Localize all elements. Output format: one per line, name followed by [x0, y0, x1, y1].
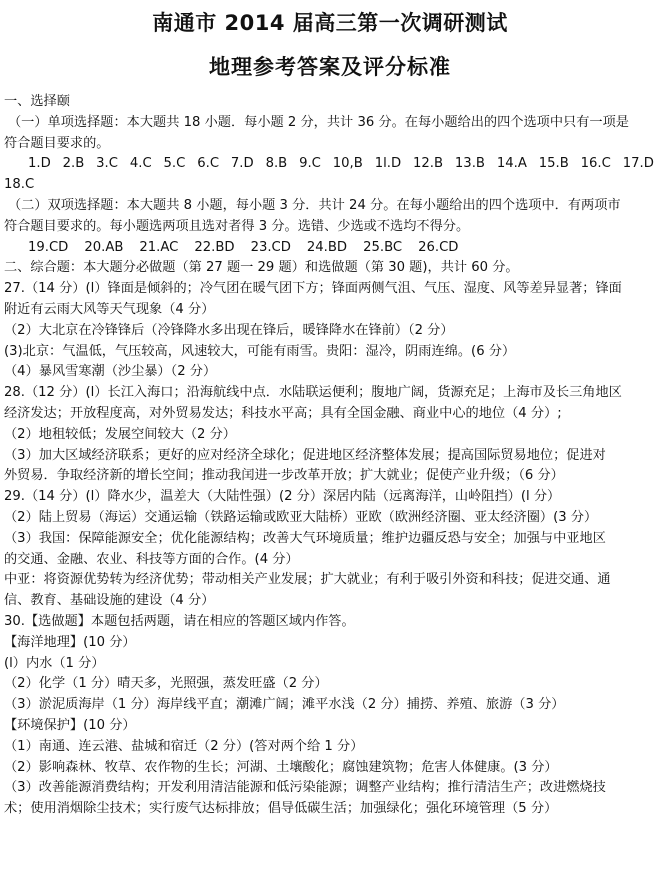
document-title: 南通市 2014 届高三第一次调研测试: [152, 11, 508, 35]
answer-item: 17.D: [622, 156, 654, 172]
answer-item: 13.B: [454, 156, 485, 172]
single-choice-answer-row: [4, 154, 656, 175]
answer-line: （2）地租较低；发展空间较大（2 分）: [4, 426, 236, 442]
answer-line: 29.（14 分）(l）降水少，温差大（大陆性强）(2 分）深居内陆（远离海洋，山岭阻挡）(l 分）: [4, 489, 561, 505]
answer-line: （1）南通、连云港、盐城和宿迁（2 分）(答对两个给 1 分）: [4, 738, 364, 754]
answer-key-page: [0, 8, 662, 891]
answer-line: 外贸易．争取经济新的增长空间；推动我闰进一步改革开放；扩大就业；促使产业升级；（6 分）: [4, 468, 564, 484]
answer-item: 22.BD: [194, 239, 235, 255]
double-choice-instructions: （二）双项选择题：本大题共 8 小题，每小题 3 分．共计 24 分。在每小题给出的四个选项中．有两项市: [8, 197, 621, 213]
answer-line: 中亚：将资源优势转为经济优势；带动相关产业发展；扩大就业；有利于吸引外资和科技；促进交通、通: [4, 572, 611, 588]
answer-item: 3.C: [96, 156, 118, 172]
answer-item: 12.B: [413, 156, 444, 172]
answer-line: （2）大北京在冷锋锋后（冷锋降水多出现在锋后，暖锋降水在锋前）（2 分）: [4, 322, 454, 338]
answer-item: 14.A: [496, 156, 527, 172]
answer-item: 19.CD: [28, 239, 69, 255]
answer-line: 30.【选做题】本题包括两题，请在相应的答题区域内作答。: [4, 613, 355, 629]
single-choice-answer-last: 18.C: [4, 177, 35, 193]
double-choice-answer-row: [4, 238, 656, 259]
answer-line: (3)北京：气温低，气压较高，风速较大，可能有雨雪。贵阳：湿冷，阴雨连绵。(6 分）: [4, 343, 516, 359]
answer-line: （3）加大区域经济联系；更好的应对经济全球化；促进地区经济整体发展；提高国际贸易地位；促进对: [4, 447, 606, 463]
answer-line: 【海洋地理】(10 分）: [4, 634, 136, 650]
answer-line: （3）我国：保障能源安全；优化能源结构；改善大气环境质量；维护边疆反恐与安全；加强与中亚地区: [4, 530, 606, 546]
single-choice-instructions-cont: 符合题目要求的。: [4, 135, 110, 151]
answer-line: （4）暴风雪寒潮（沙尘暴）（2 分）: [4, 364, 217, 380]
answer-item: 20.AB: [84, 239, 124, 255]
answer-item: 21.AC: [139, 239, 179, 255]
answer-line: （3）淤泥质海岸（1 分）海岸线平直；潮滩广阔；滩平水浅（2 分）捕捞、养殖、旅游（3 分）: [4, 697, 565, 713]
answer-line: 经济发达；开放程度高，对外贸易发达；科技水平高；具有全国金融、商业中心的地位（4 分）;: [4, 405, 562, 421]
answer-line: 信、教育、基础设施的建设（4 分）: [4, 593, 215, 609]
section-heading-multiple-choice: 一、选择颐: [4, 94, 70, 109]
answer-line: 27.（14 分）(l）锋面是倾斜的；冷气团在暖气团下方；锋面两侧气沮、气压、湿度、风等差异显著；锋面: [4, 281, 622, 297]
double-choice-instructions-cont: 符合题目要求的。每小题选两项且选对者得 3 分。选错、少选或不选均不得分。: [4, 218, 470, 234]
answer-item: 10,B: [332, 156, 363, 172]
answer-item: 1.D: [28, 156, 51, 172]
section-heading-comprehensive: 二、综合题：本大题分必做题（第 27 题一 29 题）和选做题（第 30 题)，共计 60 分。: [4, 260, 519, 276]
answer-item: 5.C: [163, 156, 186, 172]
answer-item: 6.C: [197, 156, 220, 172]
answer-line: (l）内水（1 分）: [4, 655, 105, 671]
answer-key-body: [4, 92, 656, 820]
answer-line: 术；使用消烟除尘技术；实行废气达标排放；倡导低碳生活；加强绿化；强化环境管理（5 分）: [4, 801, 558, 817]
answer-line: （2）化学（1 分）晴天多，光照强，蒸发旺盛（2 分）: [4, 676, 328, 692]
answer-line: （2）陆上贸易（海运）交通运输（铁路运输或欧亚大陆桥）亚欧（欧洲经济圈、亚太经济圈）(3 分）: [4, 509, 598, 525]
answer-item: 1l.D: [374, 156, 402, 172]
answer-item: 9.C: [299, 156, 321, 172]
answer-line: 【环境保护】(10 分）: [4, 717, 136, 733]
answer-item: 26.CD: [418, 239, 459, 255]
answer-item: 15.B: [538, 156, 569, 172]
answer-line: 附近有云雨大风等天气现象（4 分）: [4, 301, 215, 317]
answer-item: 2.B: [62, 156, 85, 172]
answer-item: 25.BC: [363, 239, 403, 255]
answer-line: （3）改善能源消费结构；开发利用清洁能源和低污染能源；调整产业结构；推行清洁生产；改进燃烧技: [4, 780, 606, 796]
answer-line: 28.（12 分）(l）长江入海口；沿海航线中点．水陆联运便利；腹地广阔，货源充足；上海市及长三角地区: [4, 385, 622, 401]
answer-item: 4.C: [129, 156, 152, 172]
single-choice-instructions: （一）单项选择题：本大题共 18 小题．每小题 2 分，共计 36 分。在每小题给出的四个选项中只有一项是: [8, 114, 629, 130]
answer-item: 16.C: [580, 156, 611, 172]
answer-line: 的交通、金融、农业、科技等方面的合作。(4 分）: [4, 551, 299, 567]
answer-item: 23.CD: [250, 239, 291, 255]
answer-item: 8.B: [265, 156, 288, 172]
answer-line: （2）影响森林、牧草、农作物的生长；河湖、土壤酸化；腐蚀建筑物；危害人体健康。(3 分）: [4, 759, 558, 775]
document-subtitle: 地理参考答案及评分标准: [209, 55, 451, 79]
answer-item: 7.D: [230, 156, 254, 172]
answer-item: 24.BD: [306, 239, 348, 255]
